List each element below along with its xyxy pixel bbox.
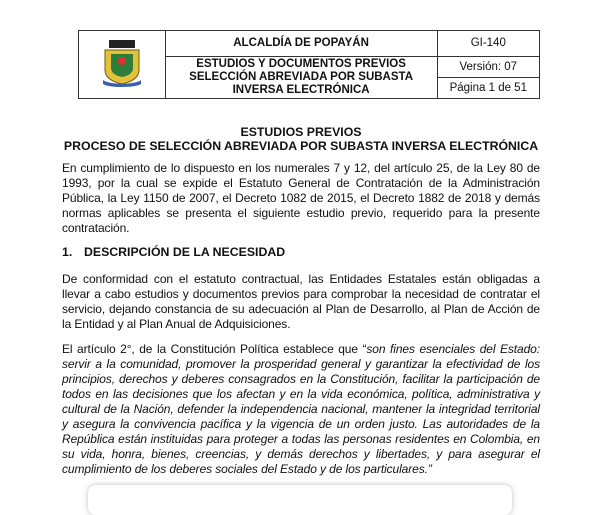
- doc-code: GI-140: [437, 31, 539, 57]
- constitution-quote: son fines esenciales del Estado: servir a la comunidad, promover la prosperidad general y garantizar la efectividad de los principios, derechos y deberes consagrados en la Constitución, facilitar la participación de todos en las decisiones que los afectan y en la vida económica, política, administrativa y cultural de la Nación, defender la independencia nacional, mantener la integridad territorial y asegura la convivencia pacífica y la vigencia de un orden justo. Las autoridades de la República están instituidas para proteger a todas las personas residentes en Colombia, en su vida, honra, bienes, creencias, y demás derechos y libertades, y para asegurar el cumplimiento de los deberes sociales del Estado y de los particulares.”: [62, 342, 540, 476]
- title-line-1: ESTUDIOS PREVIOS: [240, 125, 362, 139]
- paragraph-3: [62, 342, 540, 477]
- title-line-2: PROCESO DE SELECCIÓN ABREVIADA POR SUBASTA INVERSA ELECTRÓNICA: [63, 139, 539, 153]
- paragraph-2: De conformidad con el estatuto contractual, las Entidades Estatales están obligadas a llevar a cabo estudios y documentos previos para comprobar la necesidad de contratar el servicio, dejando constancia de su adecuación al Plan de Desarrollo, al Plan de Acción de la Entidad y al Plan Anual de Adquisiciones.: [62, 272, 540, 331]
- section-heading: [62, 245, 540, 260]
- intro-paragraph: En cumplimiento de lo dispuesto en los numerales 7 y 12, del artículo 25, de la Ley 80 de 1993, por la cual se expide el Estatuto General de Contratación de la Administración Pública, la Ley 1150 de 2007, el Decreto 1082 de 2015, el Decreto 1882 de 2018 y demás normas aplicables se presenta el siguiente estudio previo, requerido para la presente contratación.: [62, 161, 540, 235]
- document-header-table: [78, 30, 540, 99]
- logo-cell: [79, 31, 166, 99]
- section-title: DESCRIPCIÓN DE LA NECESIDAD: [84, 245, 286, 259]
- section-number: 1.: [62, 245, 73, 259]
- para3-lead: El artículo 2°, de la Constitución Política establece que “: [62, 342, 367, 356]
- doc-version: Versión: 07: [437, 57, 539, 78]
- org-name: ALCALDÍA DE POPAYÁN: [165, 31, 437, 57]
- floating-toolbar[interactable]: [88, 485, 512, 515]
- coat-of-arms-logo: [99, 38, 145, 88]
- page-number: Página 1 de 51: [437, 78, 539, 99]
- doc-title: ESTUDIOS Y DOCUMENTOS PREVIOS SELECCIÓN ABREVIADA POR SUBASTA INVERSA ELECTRÓNICA: [165, 57, 437, 99]
